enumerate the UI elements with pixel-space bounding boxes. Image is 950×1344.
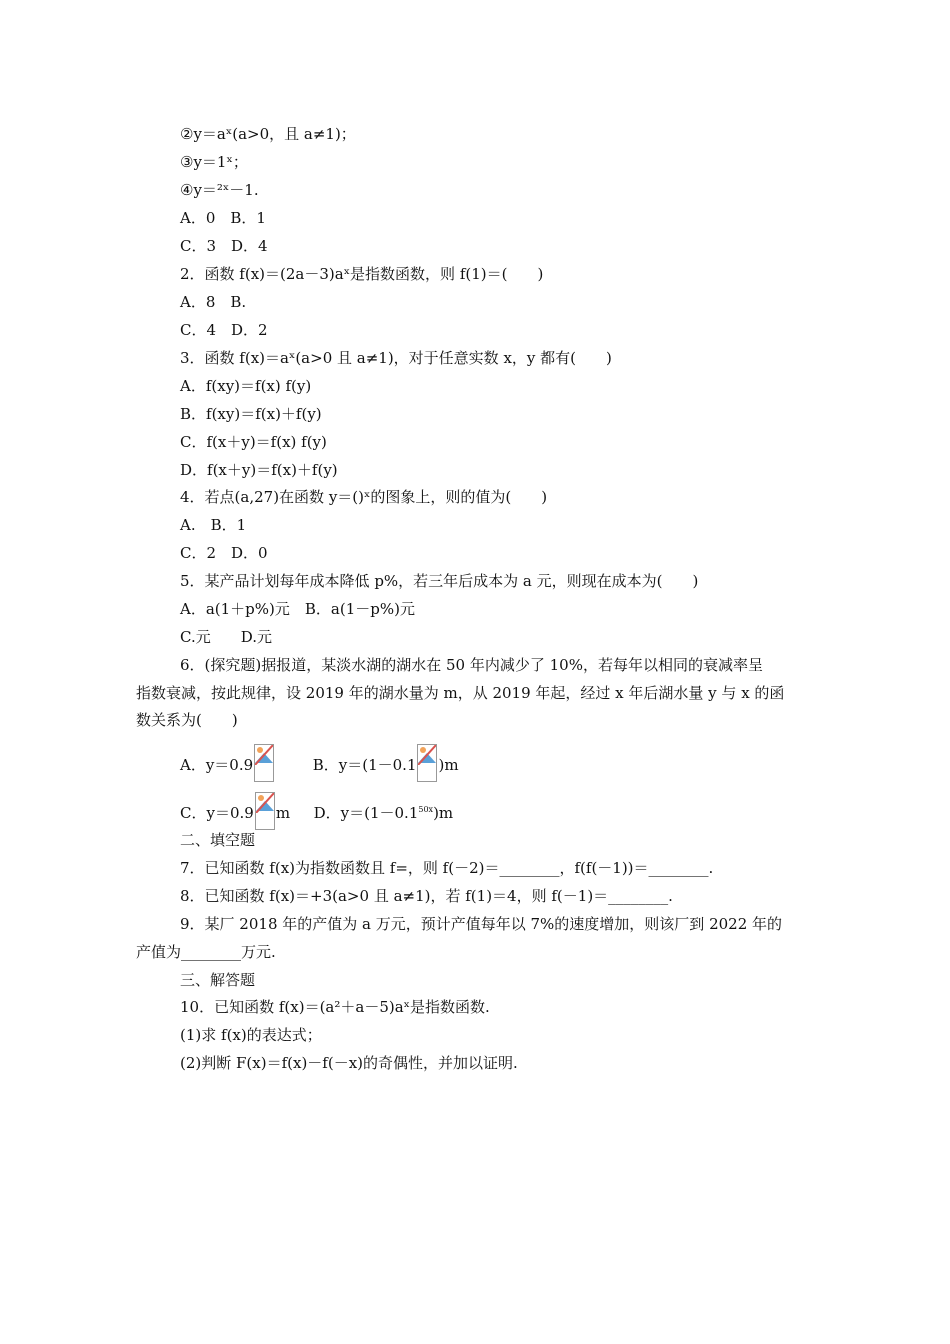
choice-b-text: B．y＝(1－0.1 [312,756,417,774]
choice-d-text: D．y＝(1－0.1 [313,804,419,822]
answer-choice: A．f(xy)＝f(x) f(y) [180,377,312,395]
image-placeholder-icon [417,744,437,782]
question-9-line-1: 9．某厂 2018 年的产值为 a 万元，预计产值每年以 7%的速度增加，则该厂到 2022 年的 [180,915,783,933]
answer-choices: A．8 B. [180,293,247,311]
option-line: ②y＝aˣ(a>0，且 a≠1)； [180,125,356,143]
answer-choice: B．f(xy)＝f(x)＋f(y) [180,405,322,423]
question-2: 2．函数 f(x)＝(2a－3)aˣ是指数函数，则 f(1)＝( ) [180,265,544,283]
question-5: 5．某产品计划每年成本降低 p%，若三年后成本为 a 元，则现在成本为( ) [180,572,699,590]
choice-a-text: A．y＝0.9 [180,756,254,774]
question-6-line-1: 6．(探究题)据报道，某淡水湖的湖水在 50 年内减少了 10%，若每年以相同的衰减率呈 [180,656,763,674]
answer-choices: C.元 D.元 [180,628,272,646]
choice-d-exponent: 50x [418,805,434,814]
answer-choice: C．f(x＋y)＝f(x) f(y) [180,433,327,451]
choice-b-suffix: )m [438,756,459,774]
question-8: 8．已知函数 f(x)＝+3(a>0 且 a≠1)，若 f(1)＝4，则 f(－1)＝________. [180,887,673,905]
choice-d-suffix: )m [433,804,454,822]
section-heading-fill-in: 二、填空题 [180,831,256,849]
question-10-part-1: (1)求 f(x)的表达式； [180,1026,322,1044]
answer-choices: A. B．1 [180,516,247,534]
question-4: 4．若点(a,27)在函数 y＝()ˣ的图象上，则的值为( ) [180,488,548,506]
image-placeholder-icon [254,744,274,782]
answer-choices: A．0 B．1 [180,209,266,227]
answer-choice: D．f(x＋y)＝f(x)＋f(y) [180,461,338,479]
answer-choices: C．4 D．2 [180,321,268,339]
question-7: 7．已知函数 f(x)为指数函数且 f=，则 f(－2)＝________，f(f(－1))＝________. [180,859,714,877]
option-line: ④y＝²ˣ－1. [180,181,259,199]
choice-c-text: C．y＝0.9 [180,804,254,822]
answer-choices: A．a(1＋p%)元 B．a(1－p%)元 [180,600,415,618]
question-10-part-2: (2)判断 F(x)＝f(x)－f(－x)的奇偶性，并加以证明. [180,1054,518,1072]
choice-c-suffix: m [275,804,291,822]
answer-choices: C．3 D．4 [180,237,268,255]
question-6-line-2: 指数衰减，按此规律，设 2019 年的湖水量为 m，从 2019 年起，经过 x 年后湖水量 y 与 x 的函 [136,684,785,702]
question-9-line-2: 产值为________万元. [136,943,276,961]
question-10: 10．已知函数 f(x)＝(a²＋a－5)aˣ是指数函数. [180,998,490,1016]
answer-choices: C．2 D．0 [180,544,268,562]
question-6-choices-ab [180,744,459,782]
section-heading-answers: 三、解答题 [180,971,256,989]
image-placeholder-icon [255,792,275,830]
question-6-choices-cd [180,792,453,830]
option-line: ③y＝1ˣ； [180,153,248,171]
question-3: 3．函数 f(x)＝aˣ(a>0 且 a≠1)，对于任意实数 x，y 都有( ) [180,349,612,367]
question-6-line-3: 数关系为( ) [136,711,238,729]
